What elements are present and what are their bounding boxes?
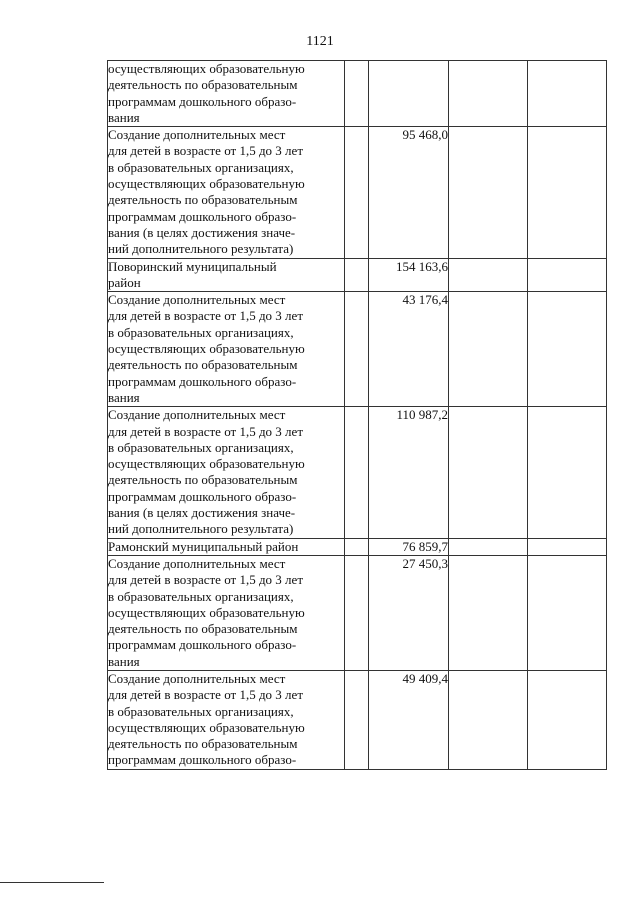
description-line: деятельность по образовательным bbox=[108, 621, 298, 637]
row-description bbox=[108, 61, 345, 127]
amount-cell: 95 468,0 bbox=[369, 127, 449, 258]
row-description bbox=[108, 555, 345, 670]
page-number: 1121 bbox=[306, 34, 334, 49]
table-row bbox=[108, 407, 607, 538]
description-line: для детей в возрасте от 1,5 до 3 лет bbox=[108, 143, 303, 159]
description-line: программам дошкольного образо- bbox=[108, 752, 297, 768]
description-line: ний дополнительного результата) bbox=[108, 241, 294, 257]
table-row bbox=[108, 670, 607, 769]
amount-cell: 49 409,4 bbox=[369, 670, 449, 769]
description-line: вания bbox=[108, 109, 140, 125]
description-line: Создание дополнительных мест bbox=[108, 670, 286, 686]
empty-cell bbox=[528, 555, 607, 670]
blank-cell bbox=[345, 292, 369, 407]
description-line: для детей в возрасте от 1,5 до 3 лет bbox=[108, 572, 303, 588]
amount-cell: 43 176,4 bbox=[369, 292, 449, 407]
description-line: район bbox=[108, 274, 141, 290]
description-line: вания (в целях достижения значе- bbox=[108, 224, 296, 240]
description-line: Поворинский муниципальный bbox=[108, 258, 277, 274]
amount-cell: 154 163,6 bbox=[369, 258, 449, 292]
description-line: вания bbox=[108, 653, 140, 669]
description-line: программам дошкольного образо- bbox=[108, 93, 297, 109]
description-line: программам дошкольного образо- bbox=[108, 373, 297, 389]
empty-cell bbox=[449, 670, 528, 769]
empty-cell bbox=[449, 61, 528, 127]
row-description bbox=[108, 670, 345, 769]
blank-cell bbox=[345, 407, 369, 538]
description-line: для детей в возрасте от 1,5 до 3 лет bbox=[108, 308, 303, 324]
empty-cell bbox=[528, 61, 607, 127]
description-line: Создание дополнительных мест bbox=[108, 127, 286, 143]
empty-cell bbox=[528, 407, 607, 538]
row-description bbox=[108, 538, 345, 555]
description-line: осуществляющих образовательную bbox=[108, 456, 305, 472]
amount-cell bbox=[369, 61, 449, 127]
description-line: осуществляющих образовательную bbox=[108, 604, 305, 620]
table-row bbox=[108, 555, 607, 670]
description-line: в образовательных организациях, bbox=[108, 324, 294, 340]
blank-cell bbox=[345, 258, 369, 292]
empty-cell bbox=[528, 538, 607, 555]
table-row bbox=[108, 538, 607, 555]
amount-cell: 76 859,7 bbox=[369, 538, 449, 555]
description-line: программам дошкольного образо- bbox=[108, 637, 297, 653]
description-line: осуществляющих образовательную bbox=[108, 61, 305, 76]
blank-cell bbox=[345, 61, 369, 127]
footer-rule bbox=[0, 882, 104, 883]
empty-cell bbox=[449, 292, 528, 407]
amount-cell: 27 450,3 bbox=[369, 555, 449, 670]
table-body bbox=[108, 61, 607, 770]
description-line: в образовательных организациях, bbox=[108, 439, 294, 455]
description-line: деятельность по образовательным bbox=[108, 192, 298, 208]
description-line: осуществляющих образовательную bbox=[108, 719, 305, 735]
empty-cell bbox=[449, 538, 528, 555]
blank-cell bbox=[345, 127, 369, 258]
description-line: вания bbox=[108, 389, 140, 405]
description-line: деятельность по образовательным bbox=[108, 472, 298, 488]
empty-cell bbox=[528, 670, 607, 769]
description-line: в образовательных организациях, bbox=[108, 159, 294, 175]
empty-cell bbox=[449, 555, 528, 670]
description-line: Рамонский муниципальный район bbox=[108, 538, 299, 554]
description-line: для детей в возрасте от 1,5 до 3 лет bbox=[108, 423, 303, 439]
description-line: в образовательных организациях, bbox=[108, 703, 294, 719]
table-row bbox=[108, 127, 607, 258]
description-line: вания (в целях достижения значе- bbox=[108, 505, 296, 521]
description-line: деятельность по образовательным bbox=[108, 357, 298, 373]
blank-cell bbox=[345, 555, 369, 670]
row-description bbox=[108, 258, 345, 292]
empty-cell bbox=[528, 292, 607, 407]
table-row bbox=[108, 292, 607, 407]
description-line: Создание дополнительных мест bbox=[108, 555, 286, 571]
empty-cell bbox=[528, 127, 607, 258]
budget-table bbox=[107, 60, 607, 770]
description-line: в образовательных организациях, bbox=[108, 588, 294, 604]
empty-cell bbox=[528, 258, 607, 292]
empty-cell bbox=[449, 127, 528, 258]
description-line: Создание дополнительных мест bbox=[108, 292, 286, 308]
table-row bbox=[108, 258, 607, 292]
description-line: программам дошкольного образо- bbox=[108, 488, 297, 504]
row-description bbox=[108, 127, 345, 258]
description-line: осуществляющих образовательную bbox=[108, 341, 305, 357]
description-line: осуществляющих образовательную bbox=[108, 176, 305, 192]
blank-cell bbox=[345, 670, 369, 769]
description-line: деятельность по образовательным bbox=[108, 77, 298, 93]
empty-cell bbox=[449, 407, 528, 538]
table-row bbox=[108, 61, 607, 127]
blank-cell bbox=[345, 538, 369, 555]
row-description bbox=[108, 292, 345, 407]
description-line: Создание дополнительных мест bbox=[108, 407, 286, 423]
empty-cell bbox=[449, 258, 528, 292]
description-line: деятельность по образовательным bbox=[108, 736, 298, 752]
amount-cell: 110 987,2 bbox=[369, 407, 449, 538]
description-line: ний дополнительного результата) bbox=[108, 521, 294, 537]
description-line: программам дошкольного образо- bbox=[108, 208, 297, 224]
description-line: для детей в возрасте от 1,5 до 3 лет bbox=[108, 687, 303, 703]
row-description bbox=[108, 407, 345, 538]
